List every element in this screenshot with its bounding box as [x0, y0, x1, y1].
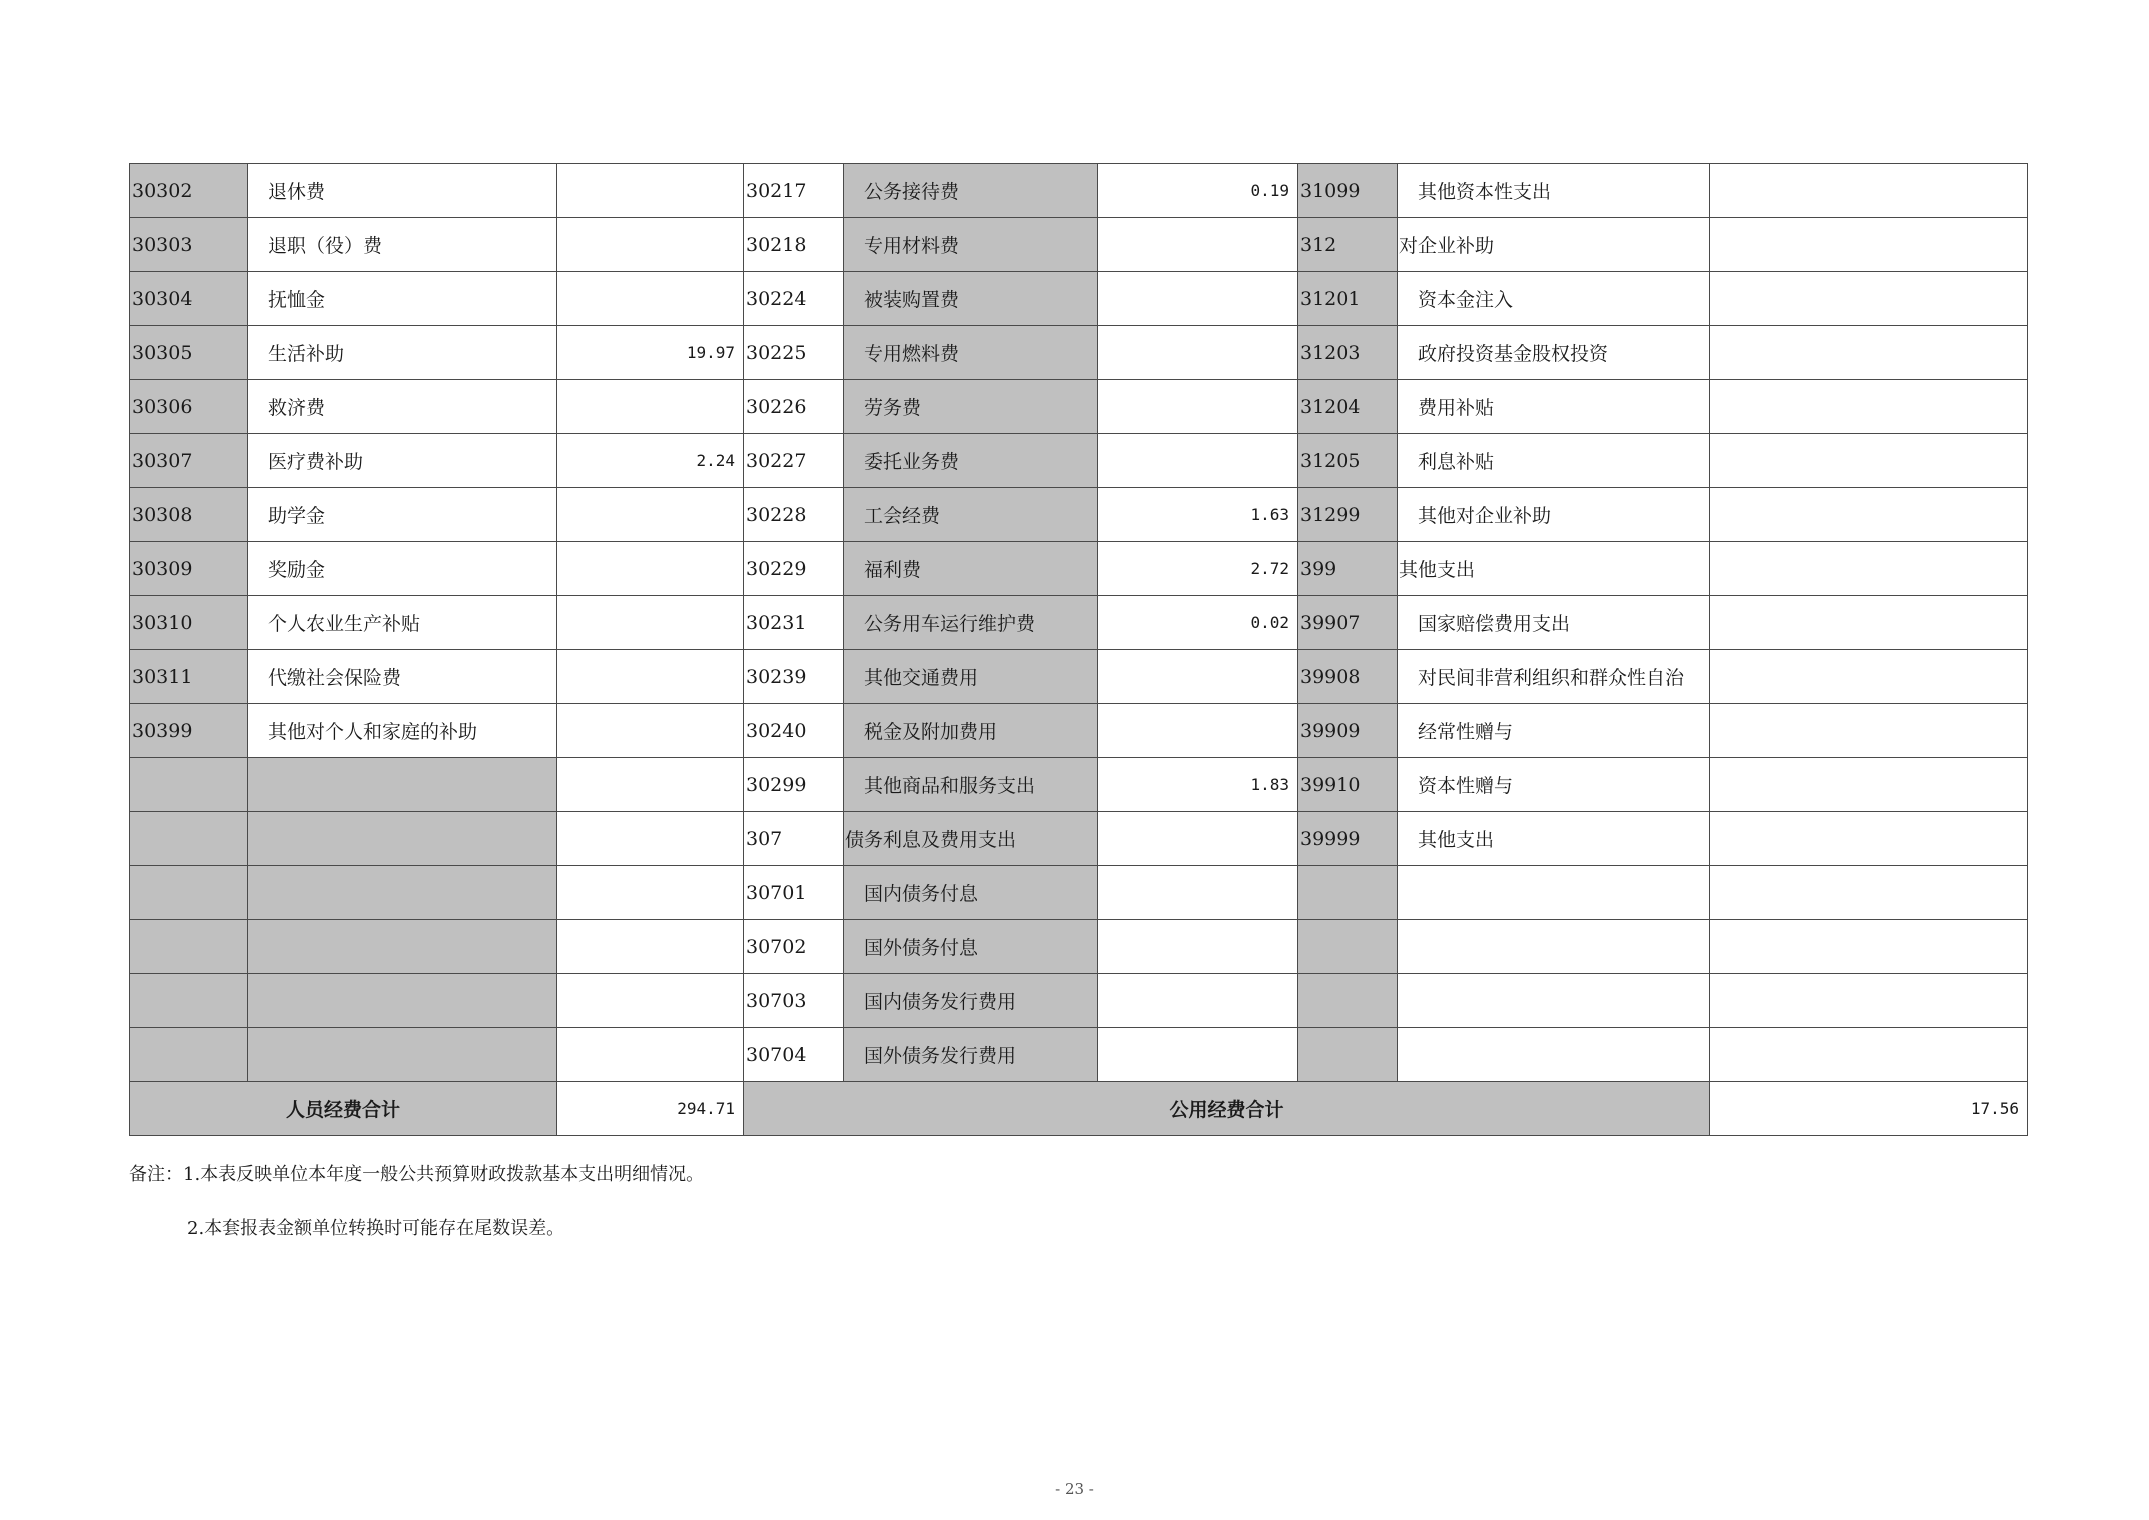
personnel-amount — [557, 488, 744, 542]
public-total-label: 公用经费合计 — [744, 1082, 1710, 1136]
personnel-amount — [557, 758, 744, 812]
capital-item-name: 费用补贴 — [1398, 380, 1710, 434]
public-code: 30231 — [744, 596, 844, 650]
capital-code: 31201 — [1298, 272, 1398, 326]
personnel-code: 30306 — [130, 380, 248, 434]
personnel-item-name: 助学金 — [248, 488, 557, 542]
personnel-amount — [557, 380, 744, 434]
capital-item-name: 其他对企业补助 — [1398, 488, 1710, 542]
public-amount — [1098, 866, 1298, 920]
capital-amount — [1710, 866, 2028, 920]
personnel-code: 30311 — [130, 650, 248, 704]
personnel-item-name: 个人农业生产补贴 — [248, 596, 557, 650]
capital-code: 39908 — [1298, 650, 1398, 704]
personnel-code: 30310 — [130, 596, 248, 650]
capital-amount — [1710, 164, 2028, 218]
public-item-name: 其他交通费用 — [844, 650, 1098, 704]
capital-code: 39999 — [1298, 812, 1398, 866]
public-item-name: 国外债务发行费用 — [844, 1028, 1098, 1082]
capital-code: 31203 — [1298, 326, 1398, 380]
table-row — [130, 704, 2028, 758]
public-code: 30228 — [744, 488, 844, 542]
personnel-item-name — [248, 758, 557, 812]
table-row — [130, 812, 2028, 866]
capital-code — [1298, 1028, 1398, 1082]
table-row — [130, 596, 2028, 650]
capital-code — [1298, 866, 1398, 920]
public-amount — [1098, 326, 1298, 380]
capital-amount — [1710, 650, 2028, 704]
personnel-item-name — [248, 920, 557, 974]
public-item-name: 福利费 — [844, 542, 1098, 596]
public-code: 30703 — [744, 974, 844, 1028]
public-amount — [1098, 920, 1298, 974]
public-item-name: 国外债务付息 — [844, 920, 1098, 974]
public-amount: 1.63 — [1098, 488, 1298, 542]
personnel-amount — [557, 1028, 744, 1082]
public-item-name: 专用燃料费 — [844, 326, 1098, 380]
personnel-item-name: 奖励金 — [248, 542, 557, 596]
capital-item-name — [1398, 920, 1710, 974]
capital-item-name: 资本性赠与 — [1398, 758, 1710, 812]
personnel-amount — [557, 164, 744, 218]
personnel-code: 30309 — [130, 542, 248, 596]
capital-amount — [1710, 704, 2028, 758]
table-row — [130, 380, 2028, 434]
expenditure-detail-table — [129, 163, 2028, 1136]
personnel-amount — [557, 218, 744, 272]
public-item-name: 工会经费 — [844, 488, 1098, 542]
public-item-name: 被装购置费 — [844, 272, 1098, 326]
public-item-name: 公务接待费 — [844, 164, 1098, 218]
capital-item-name: 利息补贴 — [1398, 434, 1710, 488]
personnel-total-label: 人员经费合计 — [130, 1082, 557, 1136]
table-row — [130, 164, 2028, 218]
capital-amount — [1710, 488, 2028, 542]
capital-amount — [1710, 758, 2028, 812]
capital-amount — [1710, 1028, 2028, 1082]
personnel-item-name: 其他对个人和家庭的补助 — [248, 704, 557, 758]
table-row — [130, 218, 2028, 272]
public-amount: 2.72 — [1098, 542, 1298, 596]
capital-item-name: 对民间非营利组织和群众性自治 — [1398, 650, 1710, 704]
capital-code: 312 — [1298, 218, 1398, 272]
personnel-amount — [557, 542, 744, 596]
capital-item-name — [1398, 974, 1710, 1028]
personnel-item-name: 生活补助 — [248, 326, 557, 380]
public-code: 307 — [744, 812, 844, 866]
capital-code: 31299 — [1298, 488, 1398, 542]
personnel-total-value: 294.71 — [557, 1082, 744, 1136]
personnel-code — [130, 1028, 248, 1082]
capital-item-name: 对企业补助 — [1398, 218, 1710, 272]
public-amount — [1098, 704, 1298, 758]
personnel-item-name — [248, 1028, 557, 1082]
capital-amount — [1710, 218, 2028, 272]
capital-code: 39910 — [1298, 758, 1398, 812]
capital-code: 31205 — [1298, 434, 1398, 488]
public-amount — [1098, 650, 1298, 704]
capital-code — [1298, 920, 1398, 974]
public-code: 30239 — [744, 650, 844, 704]
personnel-amount — [557, 650, 744, 704]
capital-item-name — [1398, 866, 1710, 920]
capital-amount — [1710, 326, 2028, 380]
capital-item-name: 政府投资基金股权投资 — [1398, 326, 1710, 380]
capital-amount — [1710, 380, 2028, 434]
public-code: 30225 — [744, 326, 844, 380]
personnel-code: 30302 — [130, 164, 248, 218]
table-row — [130, 920, 2028, 974]
table-row — [130, 272, 2028, 326]
personnel-code — [130, 920, 248, 974]
table-row — [130, 542, 2028, 596]
table-note-1: 备注：1.本表反映单位本年度一般公共预算财政拨款基本支出明细情况。 — [129, 1164, 705, 1185]
personnel-code: 30303 — [130, 218, 248, 272]
public-item-name: 专用材料费 — [844, 218, 1098, 272]
table-row — [130, 326, 2028, 380]
personnel-amount — [557, 596, 744, 650]
public-total-value: 17.56 — [1710, 1082, 2028, 1136]
public-item-name: 其他商品和服务支出 — [844, 758, 1098, 812]
public-item-name: 委托业务费 — [844, 434, 1098, 488]
personnel-amount — [557, 920, 744, 974]
public-code: 30701 — [744, 866, 844, 920]
public-item-name: 债务利息及费用支出 — [844, 812, 1098, 866]
public-amount — [1098, 974, 1298, 1028]
capital-code: 31099 — [1298, 164, 1398, 218]
public-amount — [1098, 812, 1298, 866]
page-number: - 23 - — [1055, 1480, 1094, 1498]
public-code: 30217 — [744, 164, 844, 218]
public-amount — [1098, 272, 1298, 326]
capital-item-name: 国家赔偿费用支出 — [1398, 596, 1710, 650]
public-code: 30299 — [744, 758, 844, 812]
personnel-amount — [557, 974, 744, 1028]
public-item-name: 劳务费 — [844, 380, 1098, 434]
capital-amount — [1710, 974, 2028, 1028]
public-amount: 1.83 — [1098, 758, 1298, 812]
capital-code: 31204 — [1298, 380, 1398, 434]
public-item-name: 税金及附加费用 — [844, 704, 1098, 758]
capital-item-name — [1398, 1028, 1710, 1082]
totals-row — [130, 1082, 2028, 1136]
personnel-item-name: 退休费 — [248, 164, 557, 218]
table-row — [130, 758, 2028, 812]
personnel-code — [130, 974, 248, 1028]
personnel-code: 30307 — [130, 434, 248, 488]
table-note-2: 2.本套报表金额单位转换时可能存在尾数误差。 — [187, 1218, 565, 1239]
personnel-code: 30399 — [130, 704, 248, 758]
capital-amount — [1710, 812, 2028, 866]
capital-item-name: 其他支出 — [1398, 812, 1710, 866]
capital-amount — [1710, 920, 2028, 974]
personnel-item-name — [248, 974, 557, 1028]
personnel-item-name: 退职（役）费 — [248, 218, 557, 272]
public-amount: 0.19 — [1098, 164, 1298, 218]
public-amount: 0.02 — [1098, 596, 1298, 650]
personnel-item-name: 代缴社会保险费 — [248, 650, 557, 704]
public-amount — [1098, 434, 1298, 488]
public-code: 30704 — [744, 1028, 844, 1082]
personnel-item-name: 救济费 — [248, 380, 557, 434]
personnel-code — [130, 866, 248, 920]
capital-item-name: 其他支出 — [1398, 542, 1710, 596]
public-amount — [1098, 1028, 1298, 1082]
personnel-amount: 2.24 — [557, 434, 744, 488]
table-row — [130, 488, 2028, 542]
personnel-code: 30305 — [130, 326, 248, 380]
personnel-item-name: 医疗费补助 — [248, 434, 557, 488]
public-code: 30218 — [744, 218, 844, 272]
capital-item-name: 经常性赠与 — [1398, 704, 1710, 758]
capital-code: 39909 — [1298, 704, 1398, 758]
capital-code: 399 — [1298, 542, 1398, 596]
personnel-amount — [557, 812, 744, 866]
personnel-amount — [557, 704, 744, 758]
personnel-item-name — [248, 866, 557, 920]
capital-code — [1298, 974, 1398, 1028]
public-code: 30226 — [744, 380, 844, 434]
public-code: 30227 — [744, 434, 844, 488]
table-row — [130, 1028, 2028, 1082]
capital-amount — [1710, 272, 2028, 326]
capital-amount — [1710, 596, 2028, 650]
personnel-amount: 19.97 — [557, 326, 744, 380]
personnel-code: 30308 — [130, 488, 248, 542]
public-item-name: 国内债务发行费用 — [844, 974, 1098, 1028]
table-row — [130, 434, 2028, 488]
table-row — [130, 650, 2028, 704]
public-code: 30702 — [744, 920, 844, 974]
public-code: 30229 — [744, 542, 844, 596]
personnel-amount — [557, 866, 744, 920]
capital-amount — [1710, 434, 2028, 488]
table-row — [130, 866, 2028, 920]
public-code: 30240 — [744, 704, 844, 758]
personnel-code — [130, 758, 248, 812]
capital-item-name: 其他资本性支出 — [1398, 164, 1710, 218]
capital-code: 39907 — [1298, 596, 1398, 650]
table-row — [130, 974, 2028, 1028]
capital-item-name: 资本金注入 — [1398, 272, 1710, 326]
personnel-amount — [557, 272, 744, 326]
personnel-code: 30304 — [130, 272, 248, 326]
capital-amount — [1710, 542, 2028, 596]
personnel-item-name — [248, 812, 557, 866]
public-amount — [1098, 380, 1298, 434]
public-code: 30224 — [744, 272, 844, 326]
public-item-name: 国内债务付息 — [844, 866, 1098, 920]
public-amount — [1098, 218, 1298, 272]
personnel-item-name: 抚恤金 — [248, 272, 557, 326]
personnel-code — [130, 812, 248, 866]
public-item-name: 公务用车运行维护费 — [844, 596, 1098, 650]
